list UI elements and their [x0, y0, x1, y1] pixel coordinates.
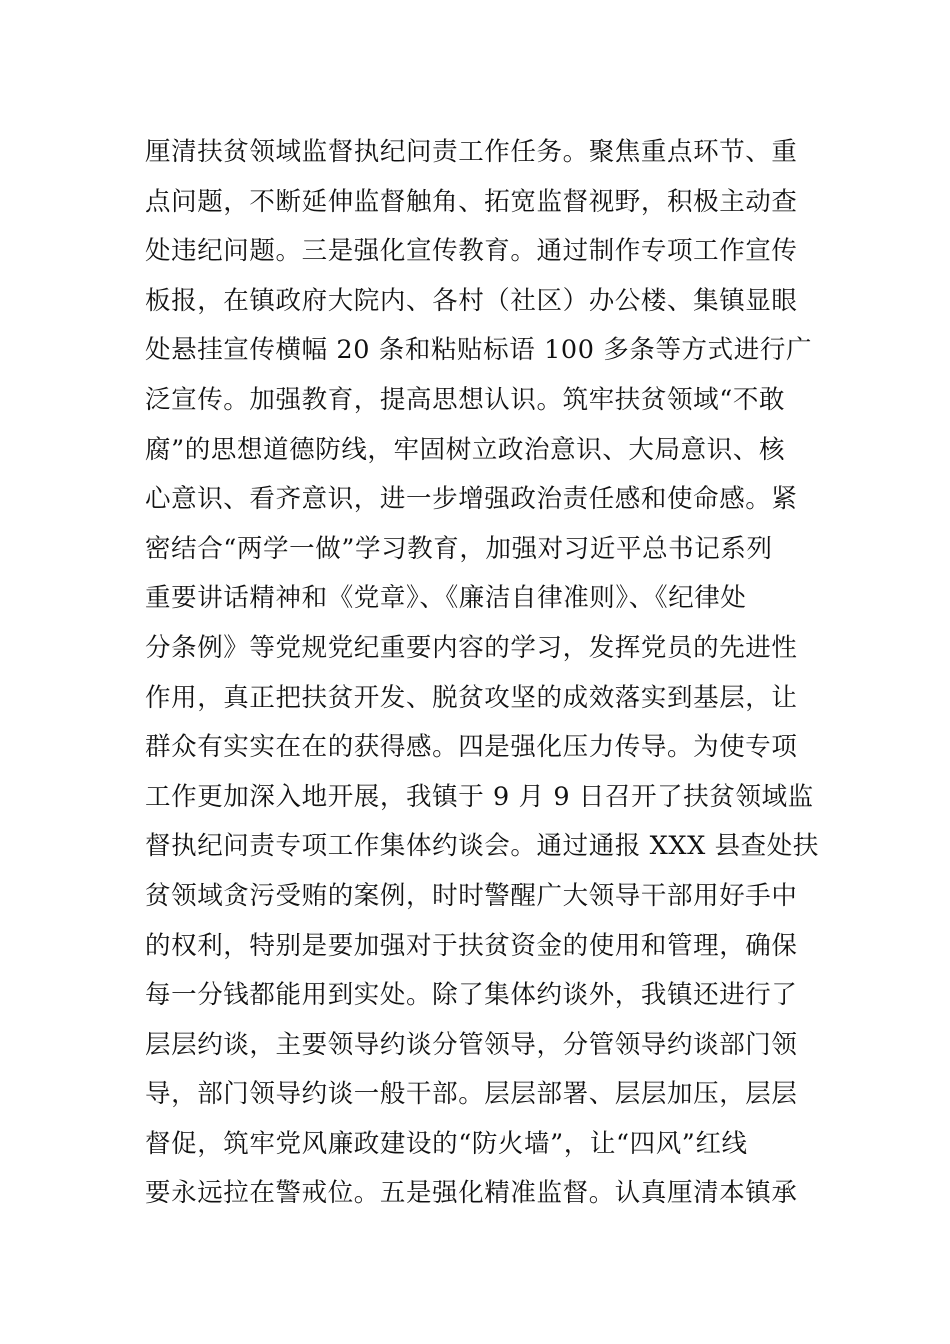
text-line: 厘清扶贫领域监督执纪问责工作任务。聚焦重点环节、重: [145, 137, 798, 167]
text-line: 导，部门领导约谈一般干部。层层部署、层层加压，层层: [145, 1079, 798, 1110]
text-line: 腐”的思想道德防线，牢固树立政治意识、大局意识、核: [145, 434, 786, 465]
text-line: 贫领域贪污受贿的案例，时时警醒广大领导干部用好手中: [145, 880, 798, 911]
text-line: 密结合“两学一做”学习教育，加强对习近平总书记系列: [145, 533, 773, 564]
text-line: 督促，筑牢党风廉政建设的“防火墙”，让“四风”红线: [145, 1128, 748, 1159]
text-line: 工作更加深入地开展，我镇于 9 月 9 日召开了扶贫领域监: [145, 781, 814, 812]
text-line: 每一分钱都能用到实处。除了集体约谈外，我镇还进行了: [145, 980, 798, 1011]
text-line: 要永远拉在警戒位。五是强化精准监督。认真厘清本镇承: [145, 1178, 798, 1209]
text-line: 分条例》等党规党纪重要内容的学习，发挥党员的先进性: [145, 632, 798, 663]
text-line: 督执纪问责专项工作集体约谈会。通过通报 XXX 县查处扶: [145, 831, 819, 862]
text-line: 心意识、看齐意识，进一步增强政治责任感和使命感。紧: [145, 484, 798, 515]
text-line: 点问题，不断延伸监督触角、拓宽监督视野，积极主动查: [145, 186, 798, 217]
body-paragraph: [145, 128, 819, 1219]
text-line: 板报，在镇政府大院内、各村（社区）办公楼、集镇显眼: [145, 285, 798, 316]
text-line: 处悬挂宣传横幅 20 条和粘贴标语 100 多条等方式进行广: [145, 335, 813, 366]
text-line: 泛宣传。加强教育，提高思想认识。筑牢扶贫领域“不敢: [145, 384, 786, 415]
text-line: 的权利，特别是要加强对于扶贫资金的使用和管理，确保: [145, 930, 798, 961]
text-line: 重要讲话精神和《党章》、《廉洁自律准则》、《纪律处: [145, 583, 747, 614]
text-line: 群众有实实在在的获得感。四是强化压力传导。为使专项: [145, 732, 798, 763]
text-line: 作用，真正把扶贫开发、脱贫攻坚的成效落实到基层，让: [145, 682, 798, 713]
text-line: 层层约谈，主要领导约谈分管领导，分管领导约谈部门领: [145, 1029, 798, 1060]
text-line: 处违纪问题。三是强化宣传教育。通过制作专项工作宣传: [145, 236, 798, 267]
